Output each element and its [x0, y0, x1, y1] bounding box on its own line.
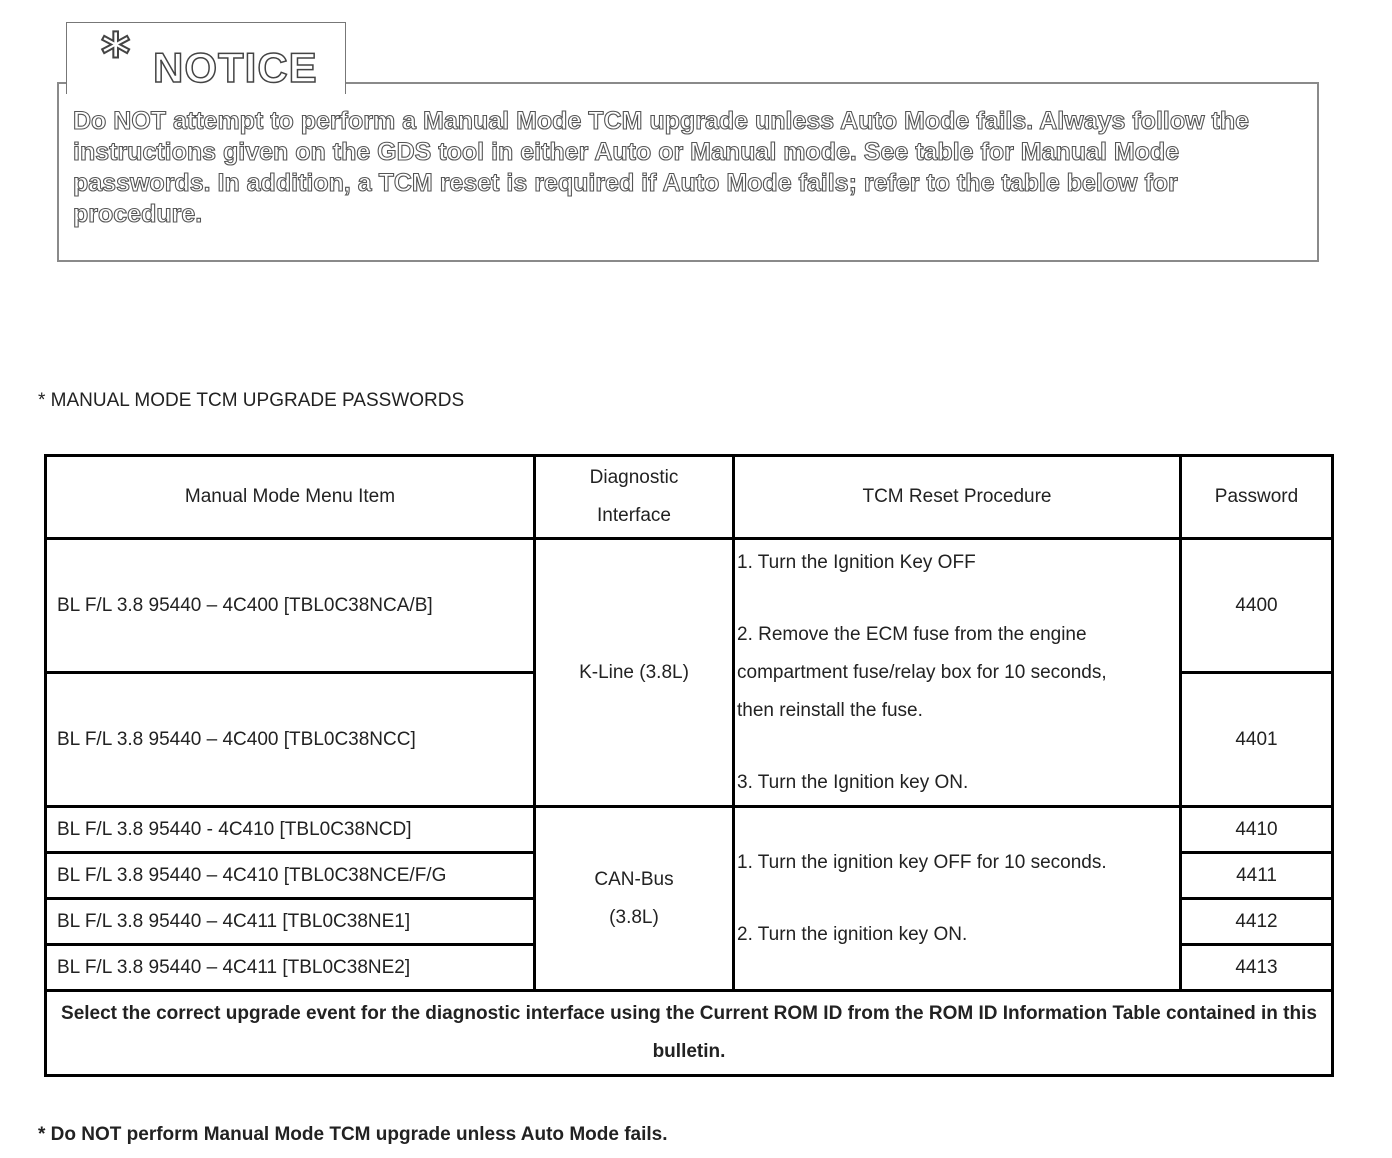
header-interface-line2: Interface	[597, 505, 671, 526]
footer-note: * Do NOT perform Manual Mode TCM upgrade unless Auto Mode fails.	[38, 1124, 668, 1145]
table-note: Select the correct upgrade event for the diagnostic interface using the Current ROM ID from the ROM ID Information Table contained in this bulletin.	[46, 991, 1333, 1076]
kline-step-2a: 2. Remove the ECM fuse from the engine	[737, 624, 1087, 645]
password-cell: 4401	[1181, 673, 1333, 807]
canbus-step-2: 2. Turn the ignition key ON.	[737, 923, 968, 945]
menu-item-cell: BL F/L 3.8 95440 – 4C400 [TBL0C38NCA/B]	[46, 539, 535, 673]
kline-step-1: 1. Turn the Ignition Key OFF	[737, 552, 976, 573]
kline-step-2c: then reinstall the fuse.	[737, 700, 923, 721]
kline-step-3: 3. Turn the Ignition key ON.	[737, 772, 969, 793]
menu-item-cell: BL F/L 3.8 95440 – 4C400 [TBL0C38NCC]	[46, 673, 535, 807]
notice-box	[57, 82, 1319, 262]
header-interface-line1: Diagnostic	[589, 467, 679, 488]
canbus-interface-line2: (3.8L)	[609, 906, 659, 928]
password-cell: 4412	[1181, 899, 1333, 945]
header-reset-procedure: TCM Reset Procedure	[734, 456, 1181, 539]
interface-canbus	[535, 807, 734, 991]
header-password: Password	[1181, 456, 1333, 539]
table-row	[46, 807, 1333, 853]
menu-item-cell: BL F/L 3.8 95440 - 4C410 [TBL0C38NCD]	[46, 807, 535, 853]
table-header-row	[46, 456, 1333, 539]
section-heading: * MANUAL MODE TCM UPGRADE PASSWORDS	[38, 390, 465, 411]
notice-title: NOTICE	[153, 44, 318, 91]
procedure-canbus	[734, 807, 1181, 991]
table-row	[46, 539, 1333, 673]
password-cell: 4410	[1181, 807, 1333, 853]
password-table	[44, 454, 1334, 1077]
password-cell: 4411	[1181, 853, 1333, 899]
password-cell: 4413	[1181, 945, 1333, 991]
password-cell: 4400	[1181, 539, 1333, 673]
menu-item-cell: BL F/L 3.8 95440 – 4C411 [TBL0C38NE2]	[46, 945, 535, 991]
menu-item-cell: BL F/L 3.8 95440 – 4C411 [TBL0C38NE1]	[46, 899, 535, 945]
canbus-step-1: 1. Turn the ignition key OFF for 10 seconds.	[737, 851, 1107, 873]
kline-step-2b: compartment fuse/relay box for 10 seconds,	[737, 662, 1107, 683]
header-diagnostic-interface	[535, 456, 734, 539]
procedure-kline	[734, 539, 1181, 807]
table-note-row	[46, 991, 1333, 1076]
menu-item-cell: BL F/L 3.8 95440 – 4C410 [TBL0C38NCE/F/G	[46, 853, 535, 899]
asterisk-icon: *	[101, 22, 131, 87]
canbus-interface-line1: CAN-Bus	[594, 868, 674, 890]
notice-header	[66, 22, 346, 94]
notice-text: Do NOT attempt to perform a Manual Mode TCM upgrade unless Auto Mode fails. Always follow the instructions given on the GDS tool in either Auto or Manual mode. See table for Manual Mode passwords. In addition, a TCM reset is required if Auto Mode fails; refer to the table below for procedure.	[73, 107, 1250, 228]
header-menu-item: Manual Mode Menu Item	[46, 456, 535, 539]
interface-kline: K-Line (3.8L)	[535, 539, 734, 807]
